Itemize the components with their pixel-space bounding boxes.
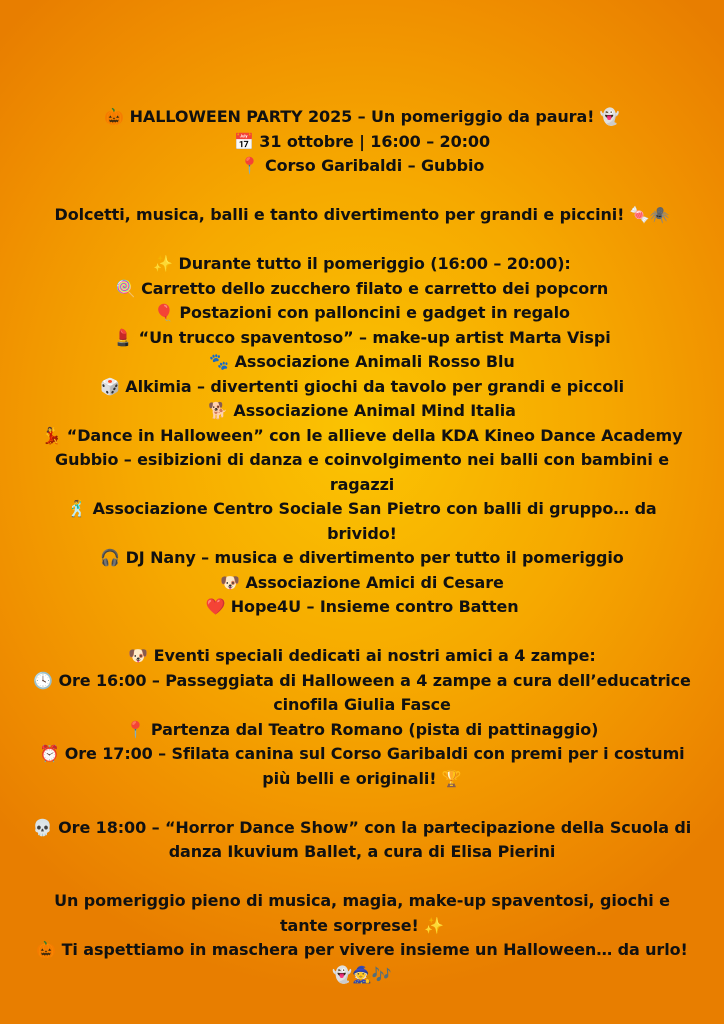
list-item-balloons: 🎈 Postazioni con palloncini e gadget in regalo xyxy=(154,303,570,322)
closing-summary: Un pomeriggio pieno di musica, magia, make-up spaventosi, giochi e tante sorprese! ✨ xyxy=(54,891,670,935)
list-item-alkimia: 🎲 Alkimia – divertenti giochi da tavolo per grandi e piccoli xyxy=(100,376,624,396)
closing-invite: 🎃 Ti aspettiamo in maschera per vivere insieme un Halloween… da urlo! xyxy=(36,940,688,959)
list-item-centro-sociale: 🕺 Associazione Centro Sociale San Pietro con balli di gruppo… da brivido! xyxy=(67,499,657,543)
list-item-cotton-candy: 🍭 Carretto dello zucchero filato e carretto dei popcorn xyxy=(115,278,609,298)
closing-emojis: 👻🧙🎶 xyxy=(332,964,392,984)
flyer-text xyxy=(30,105,694,987)
event-date: 📅 31 ottobre | 16:00 – 20:00 xyxy=(234,131,490,151)
horror-show: 💀 Ore 18:00 – “Horror Dance Show” con la partecipazione della Scuola di danza Ikuvium Ballet, a cura di Elisa Pierini xyxy=(32,817,692,861)
list-item-amici-cesare: 🐶 Associazione Amici di Cesare xyxy=(220,572,504,592)
spacer xyxy=(30,620,694,645)
list-item-dance: 💃 “Dance in Halloween” con le allieve della KDA Kineo Dance Academy Gubbio – esibizioni di danza e coinvolgimento nei balli con bambini e ragazzi xyxy=(41,425,683,494)
event-title: 🎃 HALLOWEEN PARTY 2025 – Un pomeriggio da paura! 👻 xyxy=(104,107,620,126)
spacer xyxy=(30,791,694,816)
dogs-parade: ⏰ Ore 17:00 – Sfilata canina sul Corso Garibaldi con premi per i costumi più belli e originali! 🏆 xyxy=(39,744,685,788)
list-item-makeup: 💄 “Un trucco spaventoso” – make-up artist Marta Vispi xyxy=(113,327,611,347)
event-location: 📍 Corso Garibaldi – Gubbio xyxy=(239,156,485,175)
list-item-animal-mind: 🐕 Associazione Animal Mind Italia xyxy=(208,401,516,420)
dogs-heading: 🐶 Eventi speciali dedicati ai nostri amici a 4 zampe: xyxy=(128,646,596,665)
dogs-start: 📍 Partenza dal Teatro Romano (pista di pattinaggio) xyxy=(125,719,599,739)
intro-text: Dolcetti, musica, balli e tanto divertimento per grandi e piccini! 🍬🕷️ xyxy=(54,205,670,224)
list-item-animali-rosso-blu: 🐾 Associazione Animali Rosso Blu xyxy=(209,352,515,371)
dogs-walk: 🕓 Ore 16:00 – Passeggiata di Halloween a 4 zampe a cura dell’educatrice cinofila Giulia Fasce xyxy=(33,670,691,714)
afternoon-heading: ✨ Durante tutto il pomeriggio (16:00 – 20:00): xyxy=(153,254,571,273)
list-item-dj: 🎧 DJ Nany – musica e divertimento per tutto il pomeriggio xyxy=(100,548,624,567)
spacer xyxy=(30,179,694,204)
spacer xyxy=(30,228,694,253)
list-item-hope4u: ❤️ Hope4U – Insieme contro Batten xyxy=(205,597,519,616)
spacer xyxy=(30,865,694,890)
